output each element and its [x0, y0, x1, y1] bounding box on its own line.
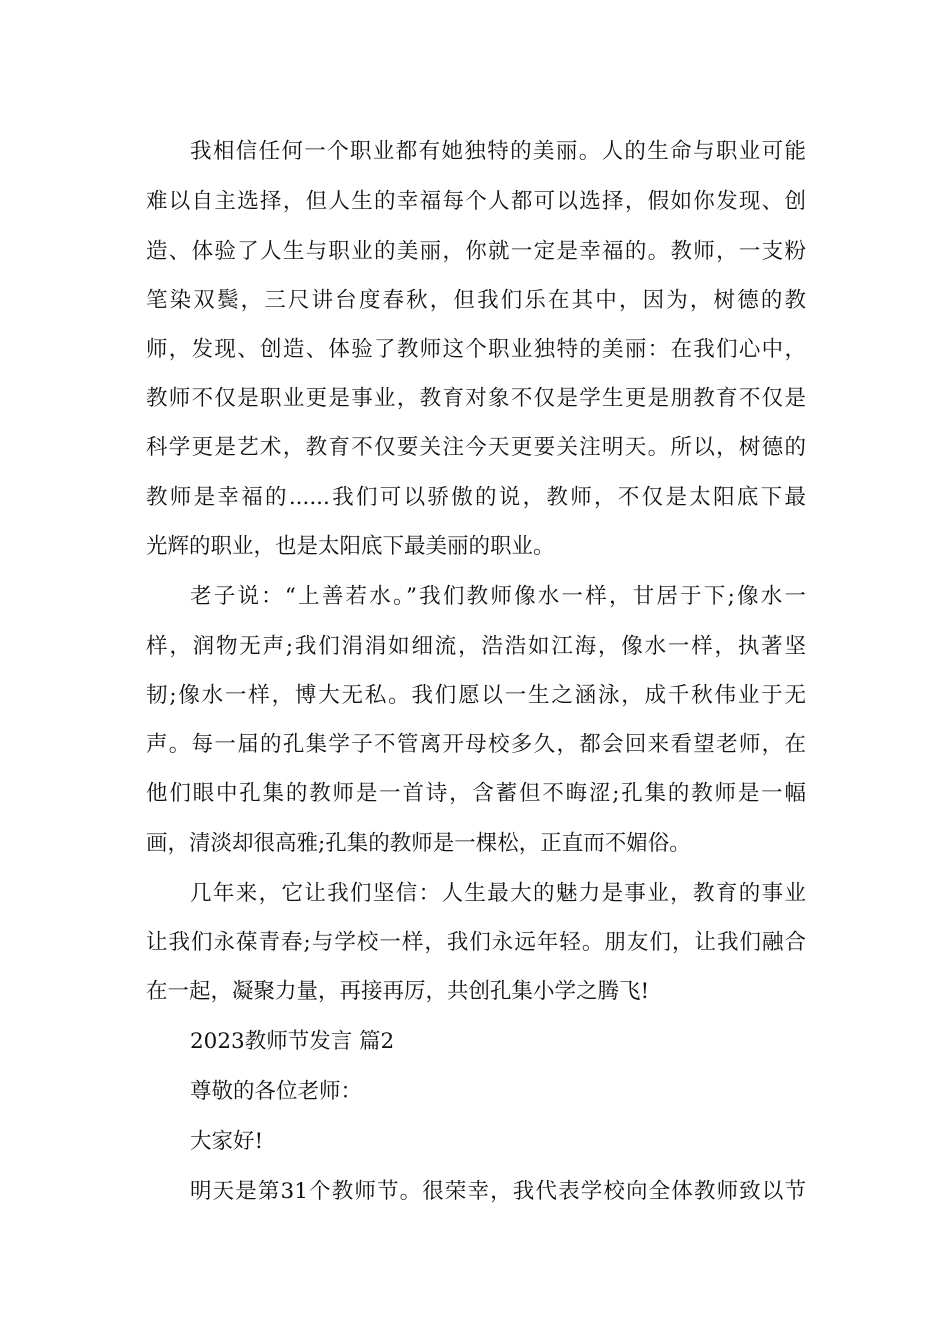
- text-line: 教师是幸福的......我们可以骄傲的说，教师，不仅是太阳底下最: [146, 485, 806, 510]
- section-heading: 2023教师节发言 篇2: [190, 1029, 395, 1054]
- text-line: 他们眼中孔集的教师是一首诗，含蓄但不晦涩;孔集的教师是一幅: [146, 781, 806, 806]
- text-line: 笔染双鬓，三尺讲台度春秋，但我们乐在其中，因为，树德的教: [146, 288, 806, 313]
- text-line: 造、体验了人生与职业的美丽，你就一定是幸福的。教师，一支粉: [146, 239, 806, 264]
- text-line: 样，润物无声;我们涓涓如细流，浩浩如江海，像水一样，执著坚: [146, 634, 806, 659]
- text-line: 师，发现、创造、体验了教师这个职业独特的美丽：在我们心中，: [146, 337, 806, 362]
- text-line: 科学更是艺术，教育不仅要关注今天更要关注明天。所以，树德的: [146, 435, 806, 460]
- text-line: 光辉的职业，也是太阳底下最美丽的职业。: [146, 534, 555, 559]
- text-line: 难以自主选择，但人生的幸福每个人都可以选择，假如你发现、创: [146, 189, 806, 214]
- text-line: 韧;像水一样，博大无私。我们愿以一生之涵泳，成千秋伟业于无: [146, 683, 806, 708]
- text-line: 画，清淡却很高雅;孔集的教师是一棵松，正直而不媚俗。: [146, 831, 691, 856]
- text-line: 明天是第31个教师节。很荣幸，我代表学校向全体教师致以节: [190, 1179, 806, 1204]
- text-line: 让我们永葆青春;与学校一样，我们永远年轻。朋友们，让我们融合: [146, 930, 806, 955]
- text-line: 声。每一届的孔集学子不管离开母校多久，都会回来看望老师，在: [146, 732, 806, 757]
- text-line: 老子说：“上善若水。”我们教师像水一样，甘居于下;像水一: [190, 584, 806, 609]
- text-line: 在一起，凝聚力量，再接再厉，共创孔集小学之腾飞!: [146, 979, 650, 1004]
- greeting: 大家好!: [190, 1129, 264, 1154]
- text-line: 我相信任何一个职业都有她独特的美丽。人的生命与职业可能: [190, 139, 806, 164]
- text-line: 教师不仅是职业更是事业，教育对象不仅是学生更是朋教育不仅是: [146, 386, 806, 411]
- text-line: 几年来，它让我们坚信：人生最大的魅力是事业，教育的事业: [190, 881, 806, 906]
- salutation: 尊敬的各位老师：: [190, 1079, 363, 1104]
